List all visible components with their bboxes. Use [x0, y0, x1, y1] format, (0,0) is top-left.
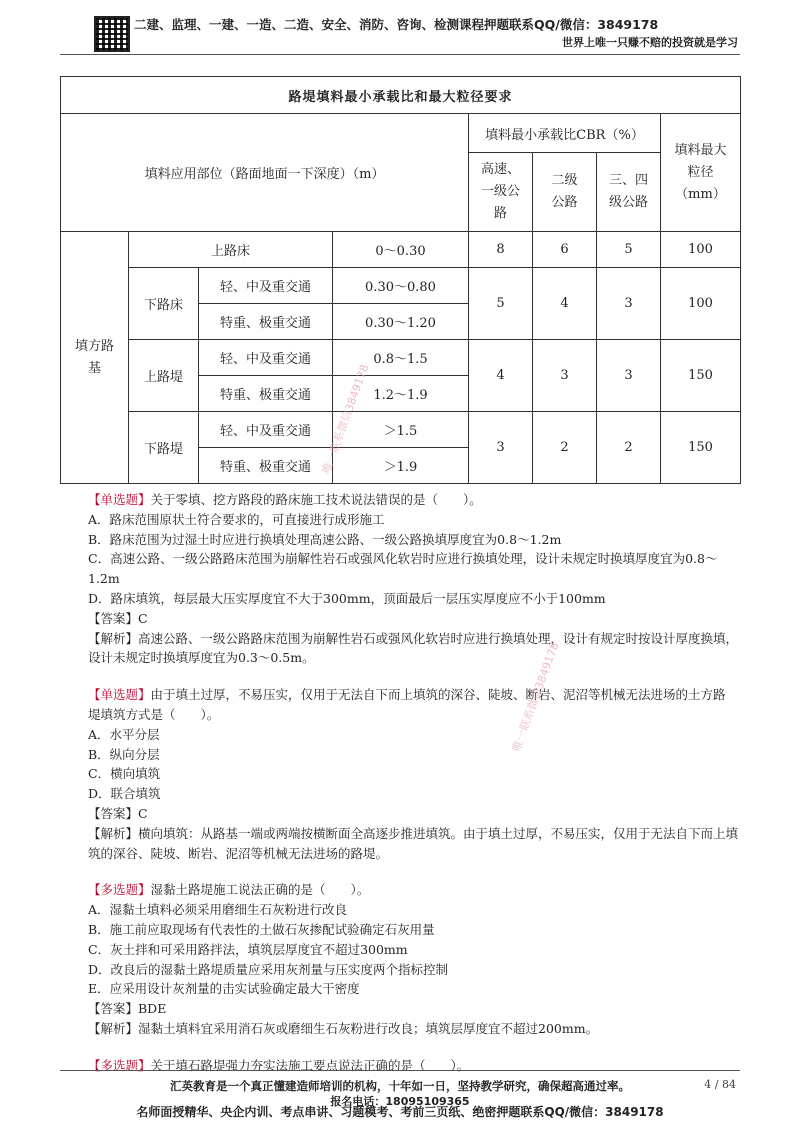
- depth-value: 0.8～1.5: [333, 340, 469, 376]
- part-lower-bed: 下路床: [129, 268, 199, 340]
- qr-code: [94, 16, 130, 52]
- header-grade2: 二级公路: [533, 153, 597, 232]
- watermark-text: 唯一联系微信3849178: [509, 640, 562, 754]
- cbr-grade34: 5: [597, 232, 661, 268]
- traffic-light: 轻、中及重交通: [199, 412, 333, 448]
- question-type-tag: 【多选题】: [88, 882, 151, 898]
- traffic-heavy: 特重、极重交通: [199, 304, 333, 340]
- analysis: 【解析】横向填筑：从路基一端或两端按横断面全高逐步推进填筑。由于填土过厚，不易压实，仅用于无法自下而上填筑的深谷、陡坡、断岩、泥沼等机械无法进场的路堤。: [88, 825, 739, 861]
- header-divider: [60, 54, 740, 55]
- question-type-tag: 【单选题】: [88, 687, 151, 703]
- cbr-highway: 4: [469, 340, 533, 412]
- part-upper-embankment: 上路堤: [129, 340, 199, 412]
- cbr-grade34: 2: [597, 412, 661, 484]
- cbr-grade34: 3: [597, 268, 661, 340]
- header-cbr: 填料最小承载比CBR（%）: [469, 114, 661, 153]
- answer: 【答案】C: [88, 805, 148, 821]
- traffic-heavy: 特重、极重交通: [199, 376, 333, 412]
- traffic-heavy: 特重、极重交通: [199, 448, 333, 484]
- cbr-highway: 5: [469, 268, 533, 340]
- option-b: B．纵向分层: [88, 746, 160, 762]
- table-title: 路堤填料最小承载比和最大粒径要求: [61, 77, 741, 114]
- traffic-light: 轻、中及重交通: [199, 340, 333, 376]
- option-e: E．应采用设计灰剂量的击实试验确定最大干密度: [88, 981, 360, 997]
- filler-requirements-table: [60, 76, 741, 484]
- question-type-tag: 【单选题】: [88, 492, 151, 507]
- footer-divider: [60, 1070, 740, 1071]
- depth-upper-bed: 0～0.30: [333, 232, 469, 268]
- cbr-grade34: 3: [597, 340, 661, 412]
- cbr-grade2: 3: [533, 340, 597, 412]
- depth-value: 0.30～1.20: [333, 304, 469, 340]
- cbr-grade2: 4: [533, 268, 597, 340]
- question-2-stem: 【单选题】由于填土过厚，不易压实，仅用于无法自下而上填筑的深谷、陡坡、断岩、泥沼等机械无法进场的土方路堤填筑方式是（ ）。: [88, 687, 726, 722]
- option-a: A．路床范围原状土符合要求的，可直接进行成形施工: [88, 511, 385, 527]
- option-d: D．改良后的湿黏土路堤质量应采用灰剂量与压实度两个指标控制: [88, 961, 449, 977]
- cbr-grade2: 6: [533, 232, 597, 268]
- header-position: 填料应用部位（路面地面一下深度）（m）: [61, 114, 469, 232]
- option-a: A．湿黏土填料必须采用磨细生石灰粉进行改良: [88, 902, 348, 918]
- cbr-grade2: 2: [533, 412, 597, 484]
- questions-content: [88, 490, 738, 1076]
- footer-promo: 名师面授精华、央企内训、考点串讲、习题模考、考前三页纸、绝密押题联系QQ/微信：3849178: [136, 1105, 664, 1119]
- depth-value: 0.30～0.80: [333, 268, 469, 304]
- footer-slogan: 汇英教育是一个真正懂建造师培训的机构，十年如一日，坚持教学研究，确保超高通过率。: [170, 1079, 630, 1093]
- footer-phone: 报名电话：18095109365: [330, 1095, 470, 1108]
- part-lower-embankment: 下路堤: [129, 412, 199, 484]
- watermark-text: 唯一联系微信3849178: [319, 362, 372, 476]
- header-maxsize: 填料最大粒径（mm）: [661, 114, 741, 232]
- max-size: 150: [661, 340, 741, 412]
- analysis: 【解析】湿黏土填料宜采用消石灰或磨细生石灰粉进行改良；填筑层厚度宜不超过200mm。: [88, 1020, 599, 1036]
- option-a: A．水平分层: [88, 726, 160, 742]
- header-promo: 二建、监理、一建、一造、二造、安全、消防、咨询、检测课程押题联系QQ/微信：3849178: [134, 17, 659, 32]
- question-3-stem: 【多选题】湿黏土路堤施工说法正确的是（ ）。: [88, 882, 370, 898]
- option-c: C．灰土拌和可采用路拌法，填筑层厚度宜不超过300mm: [88, 941, 408, 957]
- option-c: C．横向填筑: [88, 766, 161, 782]
- question-4-stem: 【多选题】关于填石路堤强力夯实法施工要点说法正确的是（ ）。: [88, 1057, 470, 1073]
- option-c: C．高速公路、一级公路路床范围为崩解性岩石或强风化软岩时应进行换填处理，设计未规定时换填厚度宜为0.8～1.2m: [88, 551, 718, 587]
- max-size: 100: [661, 268, 741, 340]
- header-slogan: 世界上唯一只赚不赔的投资就是学习: [562, 36, 738, 49]
- answer: 【答案】BDE: [88, 1001, 167, 1017]
- section-fill-subgrade: 填方路基: [61, 232, 129, 484]
- option-b: B．施工前应取现场有代表性的土做石灰掺配试验确定石灰用量: [88, 921, 435, 937]
- part-upper-bed: 上路床: [129, 232, 333, 268]
- analysis: 【解析】高速公路、一级公路路床范围为崩解性岩石或强风化软岩时应进行换填处理，设计有规定时按设计厚度换填，设计未规定时换填厚度宜为0.3～0.5m。: [88, 630, 739, 666]
- option-d: D．路床填筑，每层最大压实厚度宜不大于300mm，顶面最后一层压实厚度应不小于100mm: [88, 590, 606, 606]
- cbr-highway: 8: [469, 232, 533, 268]
- max-size: 150: [661, 412, 741, 484]
- question-type-tag: 【多选题】: [88, 1057, 151, 1073]
- traffic-light: 轻、中及重交通: [199, 268, 333, 304]
- depth-value: ＞1.9: [333, 448, 469, 484]
- header-grade34: 三、四级公路: [597, 153, 661, 232]
- answer: 【答案】C: [88, 610, 148, 626]
- option-b: B．路床范围为过湿土时应进行换填处理高速公路、一级公路换填厚度宜为0.8～1.2m: [88, 531, 562, 547]
- page-number: 4 / 84: [704, 1078, 736, 1091]
- question-1-stem: 【单选题】关于零填、挖方路段的路床施工技术说法错误的是（ ）。: [88, 492, 482, 507]
- cbr-highway: 3: [469, 412, 533, 484]
- depth-value: ＞1.5: [333, 412, 469, 448]
- max-size: 100: [661, 232, 741, 268]
- header-highway: 高速、一级公路: [469, 153, 533, 232]
- depth-value: 1.2～1.9: [333, 376, 469, 412]
- option-d: D．联合填筑: [88, 786, 161, 802]
